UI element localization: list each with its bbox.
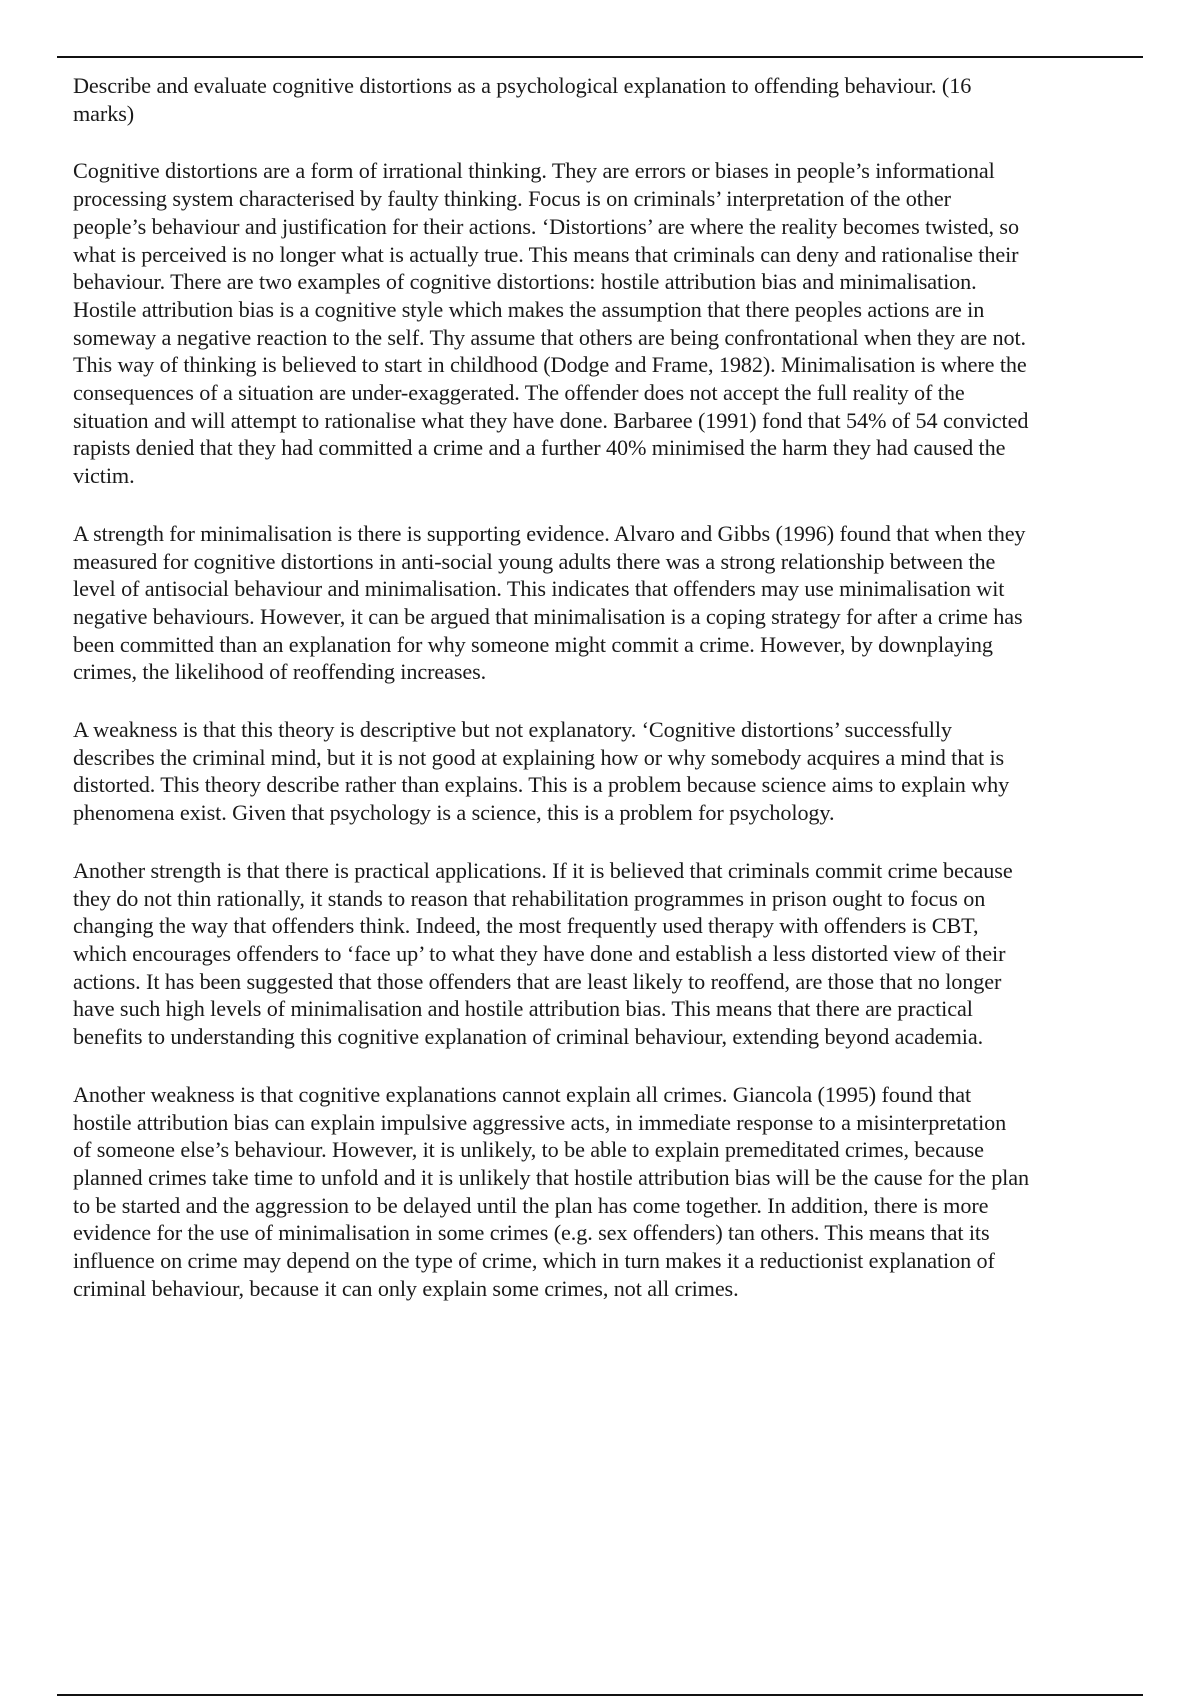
text-line: measured for cognitive distortions in anti-social young adults there was a strong relationship between the <box>73 548 996 574</box>
text-line: people’s behaviour and justification for their actions. ‘Distortions’ are where the reality becomes twisted, so <box>73 213 1019 239</box>
text-line: marks) <box>73 100 135 126</box>
text-line: they do not thin rationally, it stands to reason that rehabilitation programmes in prison ought to focus on <box>73 885 986 911</box>
text-line: processing system characterised by faulty thinking. Focus is on criminals’ interpretation of the other <box>73 186 951 212</box>
text-line: criminal behaviour, because it can only explain some crimes, not all crimes. <box>73 1275 739 1301</box>
description-paragraph <box>73 157 1133 489</box>
question-paragraph <box>73 72 1133 127</box>
text-line: influence on crime may depend on the type of crime, which in turn makes it a reductionist explanation of <box>73 1248 995 1274</box>
text-line: negative behaviours. However, it can be argued that minimalisation is a coping strategy for after a crime has <box>73 603 1023 629</box>
text-line: rapists denied that they had committed a crime and a further 40% minimised the harm they had caused the <box>73 435 1006 461</box>
bottom-divider <box>57 1694 1143 1696</box>
second-weakness-paragraph <box>73 1081 1133 1303</box>
text-line: Cognitive distortions are a form of irrational thinking. They are errors or biases in people’s informational <box>73 158 995 184</box>
text-line: describes the criminal mind, but it is not good at explaining how or why somebody acquires a mind that is <box>73 744 1005 770</box>
strength-paragraph <box>73 520 1133 686</box>
text-line: someway a negative reaction to the self. Thy assume that others are being confrontational when they are not. <box>73 324 1027 350</box>
text-line: Describe and evaluate cognitive distortions as a psychological explanation to offending behaviour. (16 <box>73 73 972 98</box>
text-line: benefits to understanding this cognitive explanation of criminal behaviour, extending beyond academia. <box>73 1024 984 1050</box>
weakness-paragraph <box>73 716 1133 827</box>
text-line: which encourages offenders to ‘face up’ to what they have done and establish a less distorted view of their <box>73 940 1006 966</box>
text-line: A weakness is that this theory is descriptive but not explanatory. ‘Cognitive distortions’ successfully <box>73 717 952 743</box>
text-line: crimes, the likelihood of reoffending increases. <box>73 659 487 685</box>
text-line: changing the way that offenders think. Indeed, the most frequently used therapy with offenders is CBT, <box>73 913 979 939</box>
text-line: level of antisocial behaviour and minimalisation. This indicates that offenders may use minimalisation wit <box>73 576 1005 602</box>
text-line: evidence for the use of minimalisation in some crimes (e.g. sex offenders) tan others. This means that its <box>73 1220 990 1246</box>
text-line: Another weakness is that cognitive explanations cannot explain all crimes. Giancola (1995) found that <box>73 1081 972 1107</box>
text-line: consequences of a situation are under-exaggerated. The offender does not accept the full reality of the <box>73 380 965 406</box>
text-line: Another strength is that there is practical applications. If it is believed that criminals commit crime because <box>73 857 1013 883</box>
text-line: actions. It has been suggested that those offenders that are least likely to reoffend, are those that no longer <box>73 968 1002 994</box>
text-line: distorted. This theory describe rather than explains. This is a problem because science aims to explain why <box>73 772 1010 798</box>
text-line: planned crimes take time to unfold and it is unlikely that hostile attribution bias will be the cause for the plan <box>73 1164 1029 1190</box>
document-body <box>73 72 1133 1332</box>
text-line: what is perceived is no longer what is actually true. This means that criminals can deny and rationalise their <box>73 241 1019 267</box>
second-strength-paragraph <box>73 857 1133 1051</box>
text-line: situation and will attempt to rationalise what they have done. Barbaree (1991) fond that 54% of 54 convicted <box>73 407 1029 433</box>
text-line: Hostile attribution bias is a cognitive style which makes the assumption that there peoples actions are in <box>73 296 985 322</box>
text-line: behaviour. There are two examples of cognitive distortions: hostile attribution bias and minimalisation. <box>73 269 977 295</box>
text-line: to be started and the aggression to be delayed until the plan has come together. In addition, there is more <box>73 1192 989 1218</box>
text-line: been committed than an explanation for why someone might commit a crime. However, by downplaying <box>73 631 993 657</box>
top-divider <box>57 56 1143 58</box>
text-line: have such high levels of minimalisation and hostile attribution bias. This means that there are practical <box>73 996 973 1022</box>
text-line: victim. <box>73 463 135 489</box>
text-line: phenomena exist. Given that psychology is a science, this is a problem for psychology. <box>73 800 835 826</box>
text-line: A strength for minimalisation is there is supporting evidence. Alvaro and Gibbs (1996) found that when they <box>73 520 1026 546</box>
text-line: hostile attribution bias can explain impulsive aggressive acts, in immediate response to a misinterpretation <box>73 1109 1007 1135</box>
text-line: This way of thinking is believed to start in childhood (Dodge and Frame, 1982). Minimalisation is where the <box>73 352 1027 378</box>
text-line: of someone else’s behaviour. However, it is unlikely, to be able to explain premeditated crimes, because <box>73 1137 984 1163</box>
